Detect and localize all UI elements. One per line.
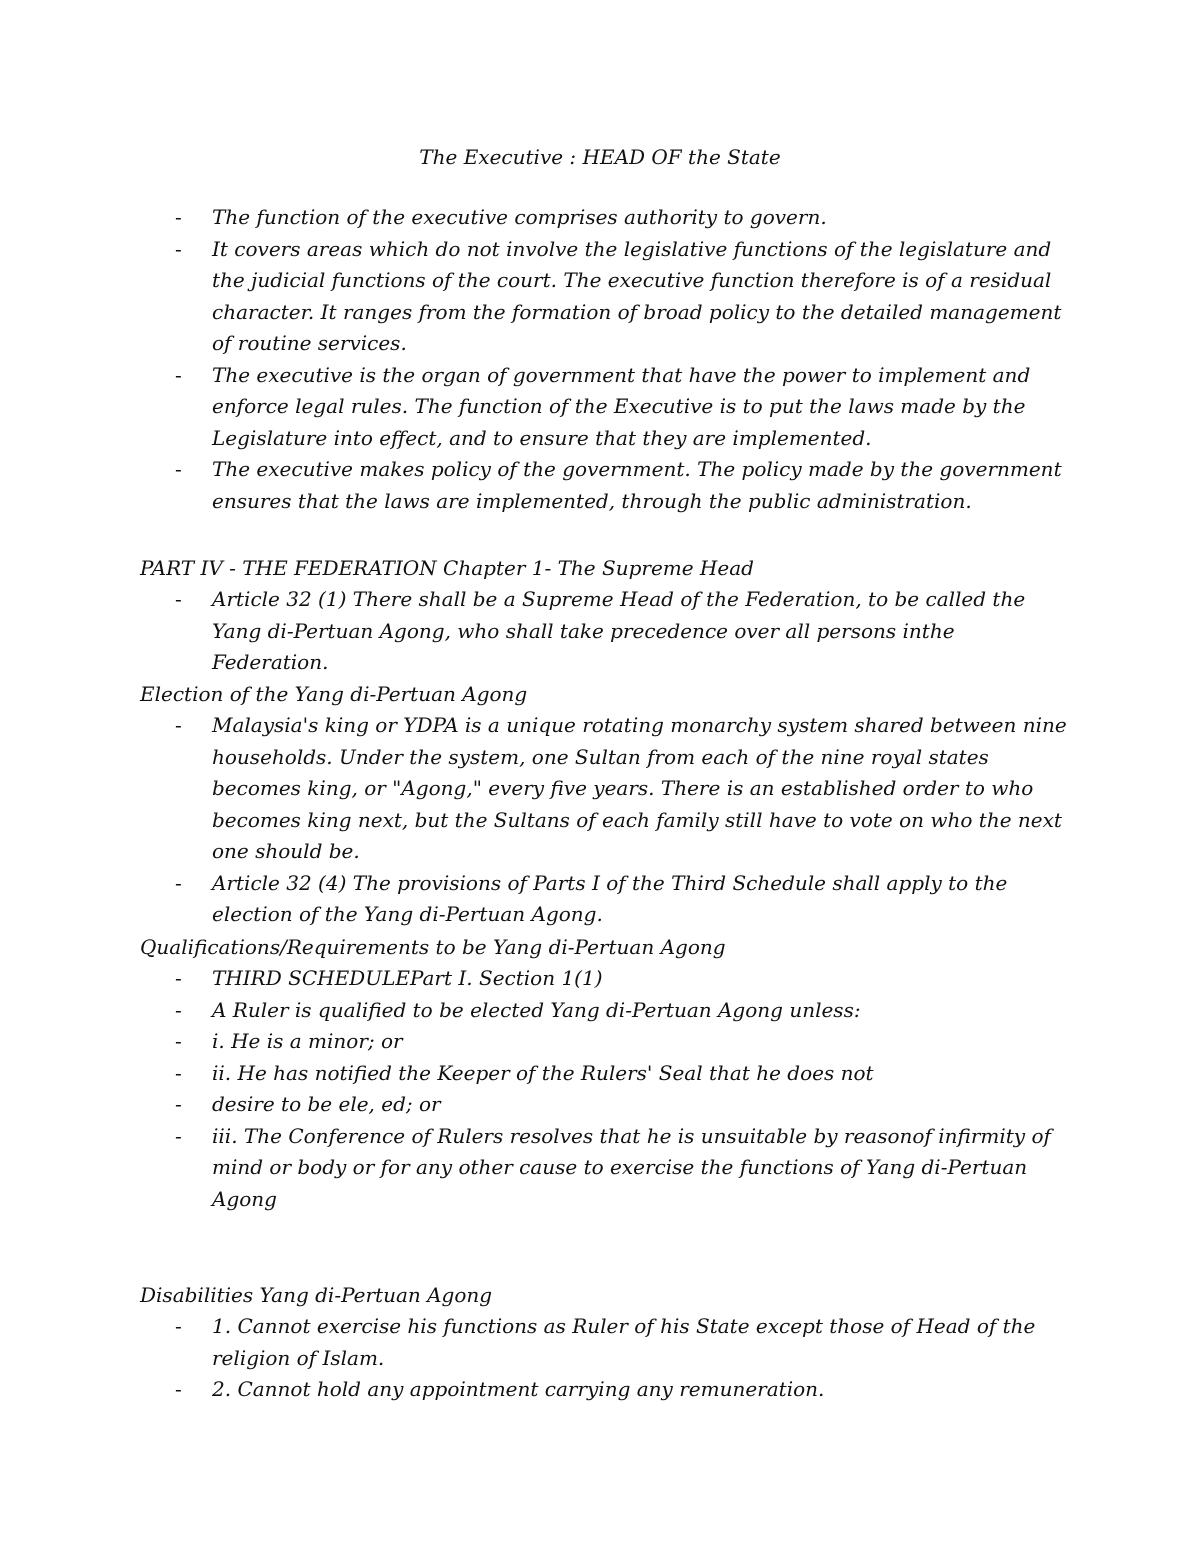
list-item — [140, 1311, 1070, 1374]
list-item — [140, 1026, 1070, 1058]
dash-marker: - — [175, 1123, 182, 1148]
list-item-text: Article 32 (4) The provisions of Parts I of the Third Schedule shall apply to the election of the Yang di-Pertuan Agong. — [212, 870, 1008, 926]
dash-marker: - — [175, 362, 182, 387]
dash-marker: - — [175, 587, 182, 611]
dash-marker: - — [175, 1029, 182, 1053]
list-item — [140, 202, 1070, 234]
dash-marker: - — [175, 457, 182, 481]
list-item-text: 2. Cannot hold any appointment carrying any remuneration. — [212, 1377, 825, 1401]
section-heading: Qualifications/Requirements to be Yang di-Pertuan Agong — [140, 935, 726, 959]
list-item-text: iii. The Conference of Rulers resolves that he is unsuitable by reasonof infirmity of mind or body or for any other cause to exercise the functions of Yang di-Pertuan Agong — [212, 1123, 1051, 1211]
list-item — [140, 584, 1070, 679]
list-item-text: The function of the executive comprises authority to govern. — [212, 205, 827, 229]
list-item — [140, 868, 1070, 931]
disabilities-list — [140, 1311, 1070, 1406]
list-item — [140, 1058, 1070, 1090]
list-item — [140, 1121, 1070, 1216]
list-item-text: The executive makes policy of the government. The policy made by the government ensures that the laws are implemented, through the public administration. — [212, 457, 1062, 513]
dash-marker: - — [175, 997, 182, 1022]
list-item — [140, 1374, 1070, 1406]
dash-marker: - — [175, 1314, 182, 1338]
list-item — [140, 995, 1070, 1027]
list-item-text: THIRD SCHEDULEPart I. Section 1(1) — [212, 966, 603, 990]
list-item-text: A Ruler is qualified to be elected Yang di-Pertuan Agong unless: — [212, 997, 861, 1022]
list-item — [140, 360, 1070, 455]
section-heading: Election of the Yang di-Pertuan Agong — [140, 682, 528, 706]
list-item-text: 1. Cannot exercise his functions as Ruler of his State except those of Head of the religion of Islam. — [212, 1314, 1036, 1370]
dash-marker: - — [175, 1060, 182, 1085]
list-item — [140, 1089, 1070, 1121]
dash-marker: - — [175, 1092, 182, 1116]
list-item — [140, 454, 1070, 517]
qualifications-list — [140, 963, 1070, 1215]
qualifications-section — [140, 931, 1070, 1215]
dash-marker: - — [175, 1377, 182, 1401]
list-item-text: desire to be ele, ed; or — [212, 1092, 441, 1116]
election-section — [140, 678, 1070, 931]
dash-marker: - — [175, 236, 182, 261]
list-item-text: Malaysia's king or YDPA is a unique rotating monarchy system shared between nine households. Under the system, one Sultan from each of the nine royal states becomes king, or "Agong," every five years. There is an established order to who becomes king next, but the Sultans of each family still have to vote on who the next one should be. — [212, 713, 1067, 863]
dash-marker: - — [175, 205, 182, 229]
election-list — [140, 710, 1070, 931]
dash-marker: - — [175, 713, 182, 737]
list-item — [140, 963, 1070, 995]
list-item — [140, 234, 1070, 360]
executive-section — [140, 202, 1070, 517]
section-heading: PART IV - THE FEDERATION Chapter 1- The Supreme Head — [140, 556, 754, 580]
part4-section — [140, 552, 1070, 679]
executive-list — [140, 202, 1070, 517]
list-item — [140, 710, 1070, 868]
section-heading: Disabilities Yang di-Pertuan Agong — [140, 1283, 493, 1307]
list-item-text: It covers areas which do not involve the legislative functions of the legislature and the judicial functions of the court. The executive function therefore is of a residual character. It ranges from the formation of broad policy to the detailed management of routine services. — [212, 236, 1062, 355]
list-item-text: The executive is the organ of government that have the power to implement and enforce legal rules. The function of the Executive is to put the laws made by the Legislature into effect, and to ensure that they are implemented. — [212, 362, 1031, 450]
part4-list — [140, 584, 1070, 679]
list-item-text: ii. He has notified the Keeper of the Rulers' Seal that he does not — [212, 1060, 874, 1085]
dash-marker: - — [175, 870, 182, 895]
list-item-text: Article 32 (1) There shall be a Supreme Head of the Federation, to be called the Yang di-Pertuan Agong, who shall take precedence over all persons inthe Federation. — [212, 587, 1026, 674]
page-title: The Executive : HEAD OF the State — [419, 145, 781, 169]
list-item-text: i. He is a minor; or — [212, 1029, 403, 1053]
dash-marker: - — [175, 966, 182, 990]
disabilities-section — [140, 1279, 1070, 1406]
